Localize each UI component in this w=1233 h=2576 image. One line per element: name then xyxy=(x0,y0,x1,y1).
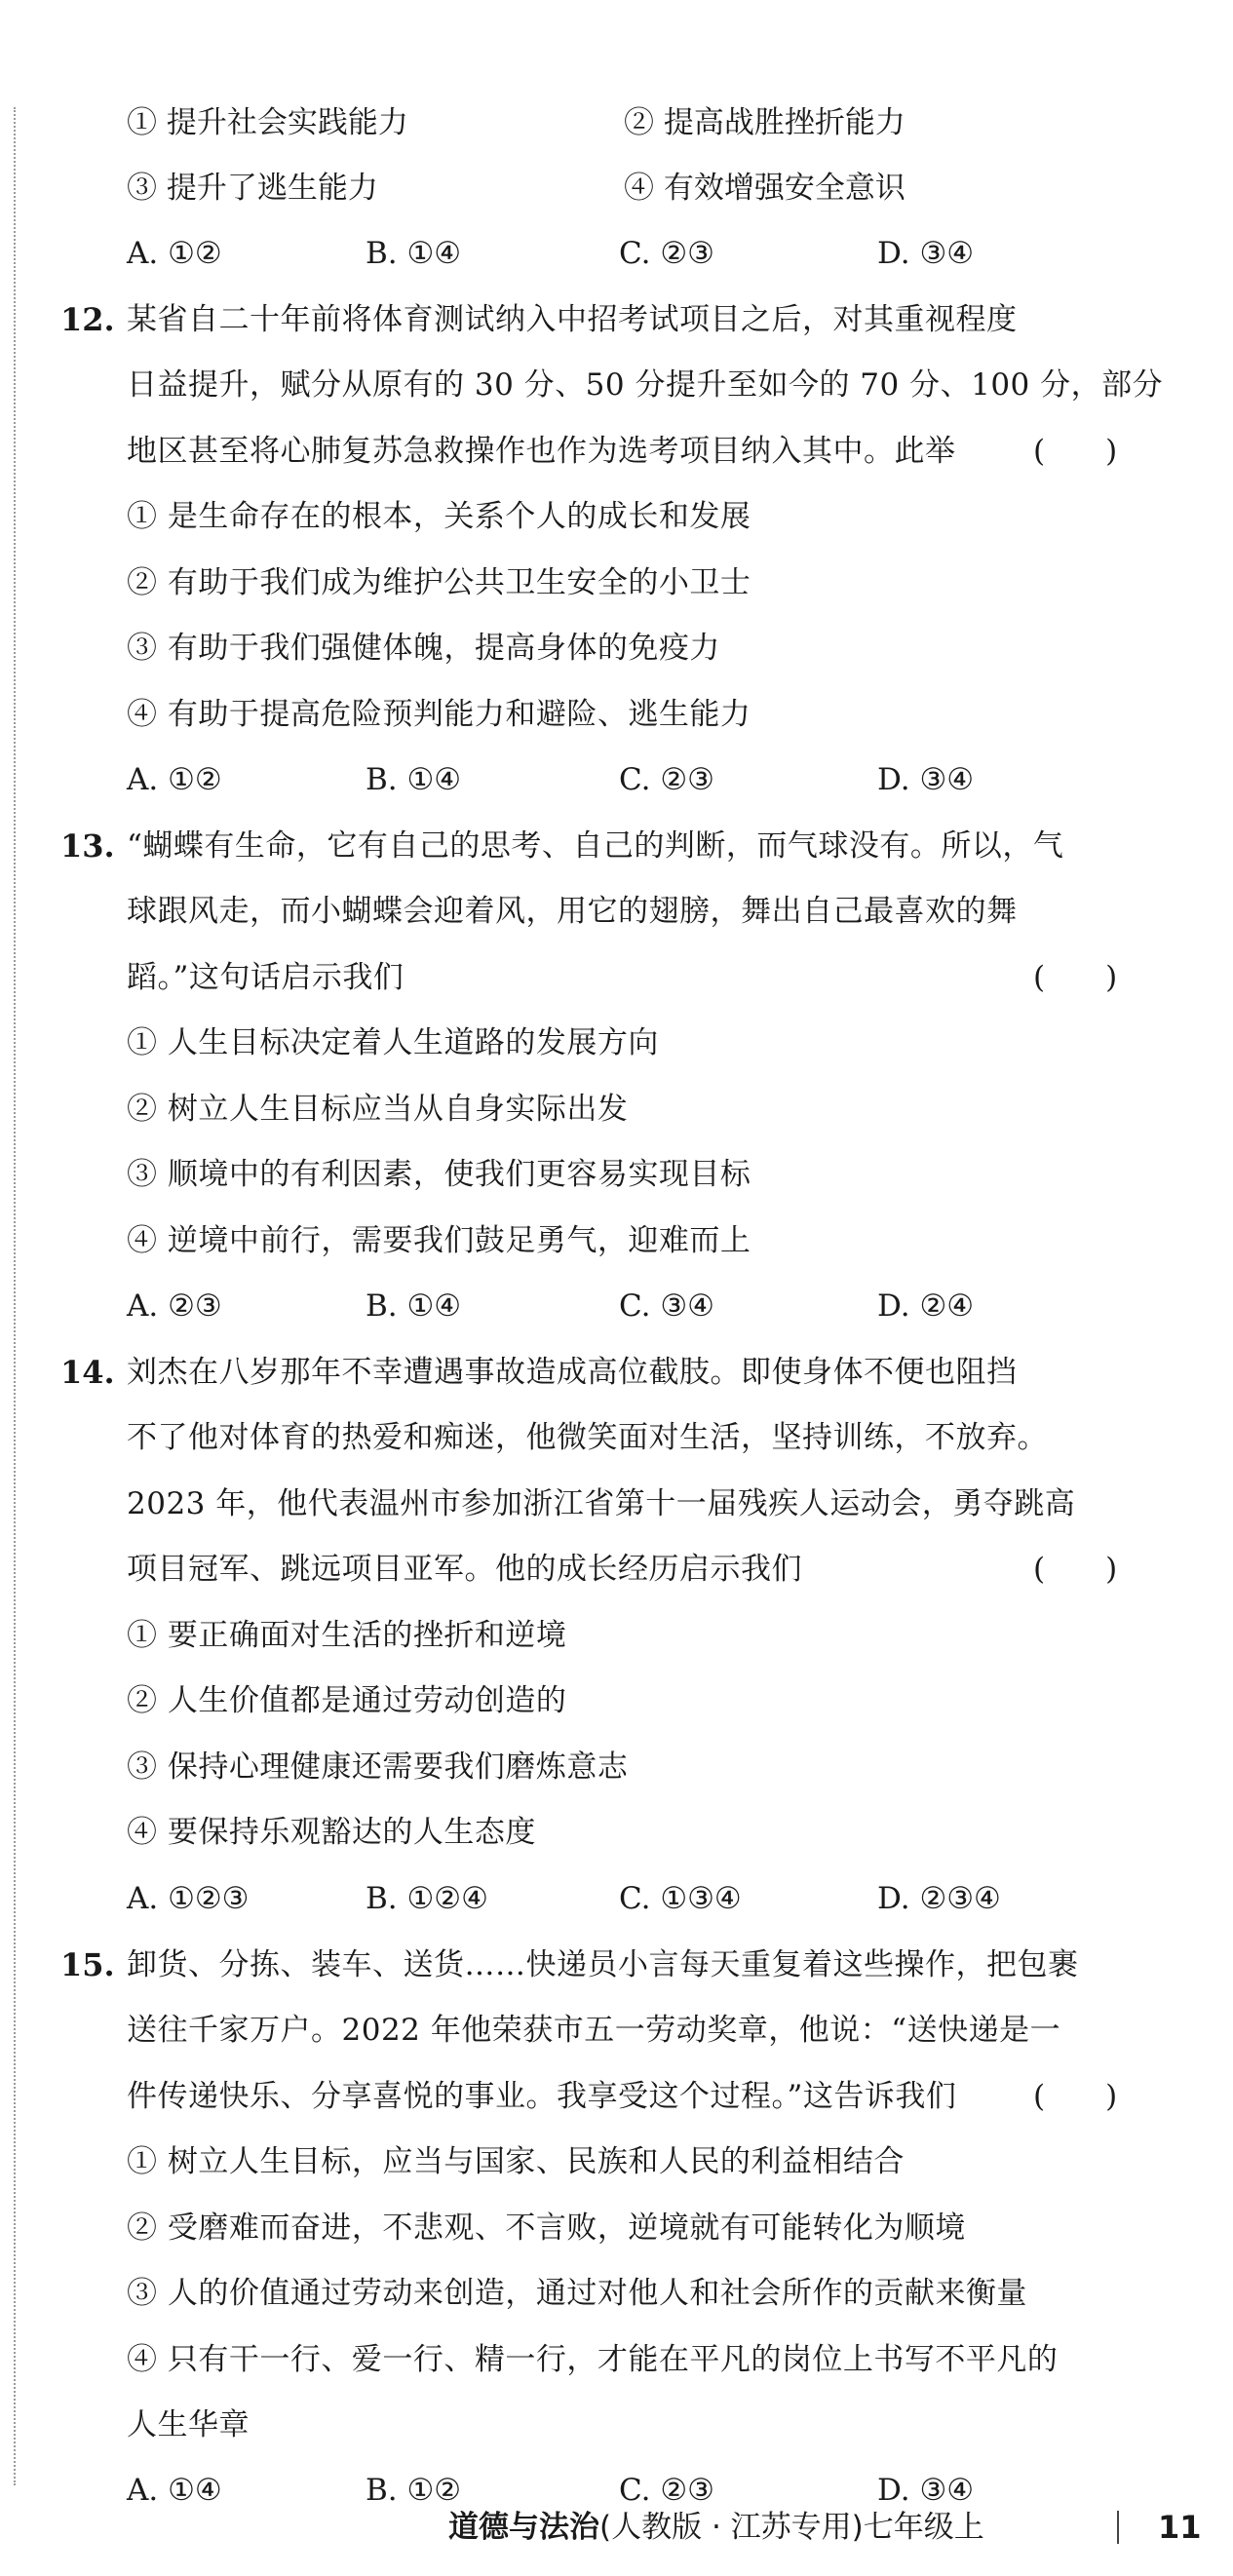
footer-subject: 道德与法治 xyxy=(448,2510,599,2545)
q13-option-4: ④ 逆境中前行，需要我们鼓足勇气，迎难而上 xyxy=(127,1223,751,1258)
q15-option-4-continued: 人生华章 xyxy=(127,2407,250,2442)
q15-stem-line-2: 送往千家万户。2022 年他荣获市五一劳动奖章，他说：“送快递是一 xyxy=(127,2013,1061,2048)
q12-choice-d: D. ③④ xyxy=(877,762,975,797)
q11-option-2: ② 提高战胜挫折能力 xyxy=(624,105,905,140)
q12-stem-line-1: 某省自二十年前将体育测试纳入中招考试项目之后，对其重视程度 xyxy=(127,302,1018,337)
q11-option-4: ④ 有效增强安全意识 xyxy=(624,171,905,206)
q13-option-1: ① 人生目标决定着人生道路的发展方向 xyxy=(127,1025,659,1060)
q12-option-1: ① 是生命存在的根本，关系个人的成长和发展 xyxy=(127,499,751,534)
q12-option-4: ④ 有助于提高危险预判能力和避险、逃生能力 xyxy=(127,697,751,732)
q13-choice-b: B. ①④ xyxy=(366,1288,462,1324)
q14-choice-d: D. ②③④ xyxy=(877,1881,1001,1916)
q14-stem-line-4: 项目冠军、跳远项目亚军。他的成长经历启示我们 xyxy=(127,1552,802,1587)
q14-option-2: ② 人生价值都是通过劳动创造的 xyxy=(127,1683,567,1718)
q15-option-2: ② 受磨难而奋进，不悲观、不言败，逆境就有可能转化为顺境 xyxy=(127,2211,966,2246)
footer-book-title xyxy=(448,2503,984,2552)
q12-stem-line-3: 地区甚至将心肺复苏急救操作也作为选考项目纳入其中。此举 xyxy=(127,434,956,469)
q11-choice-b: B. ①④ xyxy=(366,236,462,271)
q11-option-1: ① 提升社会实践能力 xyxy=(127,105,408,140)
q15-number: 15. xyxy=(60,1946,115,1983)
q15-answer-paren: ( ) xyxy=(1033,2079,1118,2114)
footer-divider xyxy=(1117,2511,1119,2544)
q14-answer-paren: ( ) xyxy=(1033,1552,1118,1587)
q15-choice-c: C. ②③ xyxy=(619,2473,714,2508)
q14-choice-a: A. ①②③ xyxy=(127,1881,250,1916)
page-footer xyxy=(0,2503,1233,2552)
q11-choice-c: C. ②③ xyxy=(619,236,714,271)
q12-choice-c: C. ②③ xyxy=(619,762,714,797)
q15-option-4: ④ 只有干一行、爱一行、精一行，才能在平凡的岗位上书写不平凡的 xyxy=(127,2342,1059,2377)
q13-stem-line-1: “蝴蝶有生命，它有自己的思考、自己的判断，而气球没有。所以，气 xyxy=(127,828,1064,864)
q12-stem-line-2: 日益提升，赋分从原有的 30 分、50 分提升至如今的 70 分、100 分，部分 xyxy=(127,367,1164,403)
q15-choice-b: B. ①② xyxy=(366,2473,462,2508)
q13-stem-line-2: 球跟风走，而小蝴蝶会迎着风，用它的翅膀，舞出自己最喜欢的舞 xyxy=(127,894,1018,929)
q11-choice-d: D. ③④ xyxy=(877,236,975,271)
q15-stem-line-3: 件传递快乐、分享喜悦的事业。我享受这个过程。”这告诉我们 xyxy=(127,2079,957,2114)
q15-choice-a: A. ①④ xyxy=(127,2473,222,2508)
q13-choice-d: D. ②④ xyxy=(877,1288,975,1324)
q14-stem-line-2: 不了他对体育的热爱和痴迷，他微笑面对生活，坚持训练，不放弃。 xyxy=(127,1420,1048,1455)
q14-number: 14. xyxy=(60,1354,115,1391)
q12-choice-a: A. ①② xyxy=(127,762,222,797)
q15-option-3: ③ 人的价值通过劳动来创造，通过对他人和社会所作的贡献来衡量 xyxy=(127,2276,1027,2311)
q15-choice-d: D. ③④ xyxy=(877,2473,975,2508)
q13-choice-a: A. ②③ xyxy=(127,1288,222,1324)
footer-edition: (人教版 · 江苏专用)七年级上 xyxy=(599,2510,984,2545)
q11-choice-a: A. ①② xyxy=(127,236,222,271)
q13-choice-c: C. ③④ xyxy=(619,1288,714,1324)
q12-answer-paren: ( ) xyxy=(1033,434,1118,469)
q13-option-3: ③ 顺境中的有利因素，使我们更容易实现目标 xyxy=(127,1157,751,1192)
q12-option-3: ③ 有助于我们强健体魄，提高身体的免疫力 xyxy=(127,631,720,666)
page-number: 11 xyxy=(1158,2509,1202,2546)
q13-stem-line-3: 蹈。”这句话启示我们 xyxy=(127,960,405,995)
q13-option-2: ② 树立人生目标应当从自身实际出发 xyxy=(127,1092,629,1127)
binding-margin-line xyxy=(14,107,16,2485)
q15-stem-line-1: 卸货、分拣、装车、送货……快递员小言每天重复着这些操作，把包裹 xyxy=(127,1947,1079,1982)
q14-option-1: ① 要正确面对生活的挫折和逆境 xyxy=(127,1618,567,1653)
q13-answer-paren: ( ) xyxy=(1033,960,1118,995)
q15-option-1: ① 树立人生目标，应当与国家、民族和人民的利益相结合 xyxy=(127,2144,905,2179)
q14-choice-b: B. ①②④ xyxy=(366,1881,488,1916)
q14-stem-line-1: 刘杰在八岁那年不幸遭遇事故造成高位截肢。即使身体不便也阻挡 xyxy=(127,1355,1018,1390)
q12-choice-b: B. ①④ xyxy=(366,762,462,797)
q11-option-3: ③ 提升了逃生能力 xyxy=(127,171,378,206)
q13-number: 13. xyxy=(60,827,115,865)
q12-number: 12. xyxy=(60,301,115,338)
q14-choice-c: C. ①③④ xyxy=(619,1881,742,1916)
q14-stem-line-3: 2023 年，他代表温州市参加浙江省第十一届残疾人运动会，勇夺跳高 xyxy=(127,1486,1076,1521)
q12-option-2: ② 有助于我们成为维护公共卫生安全的小卫士 xyxy=(127,565,751,600)
q14-option-4: ④ 要保持乐观豁达的人生态度 xyxy=(127,1815,536,1850)
q14-option-3: ③ 保持心理健康还需要我们磨炼意志 xyxy=(127,1749,629,1785)
